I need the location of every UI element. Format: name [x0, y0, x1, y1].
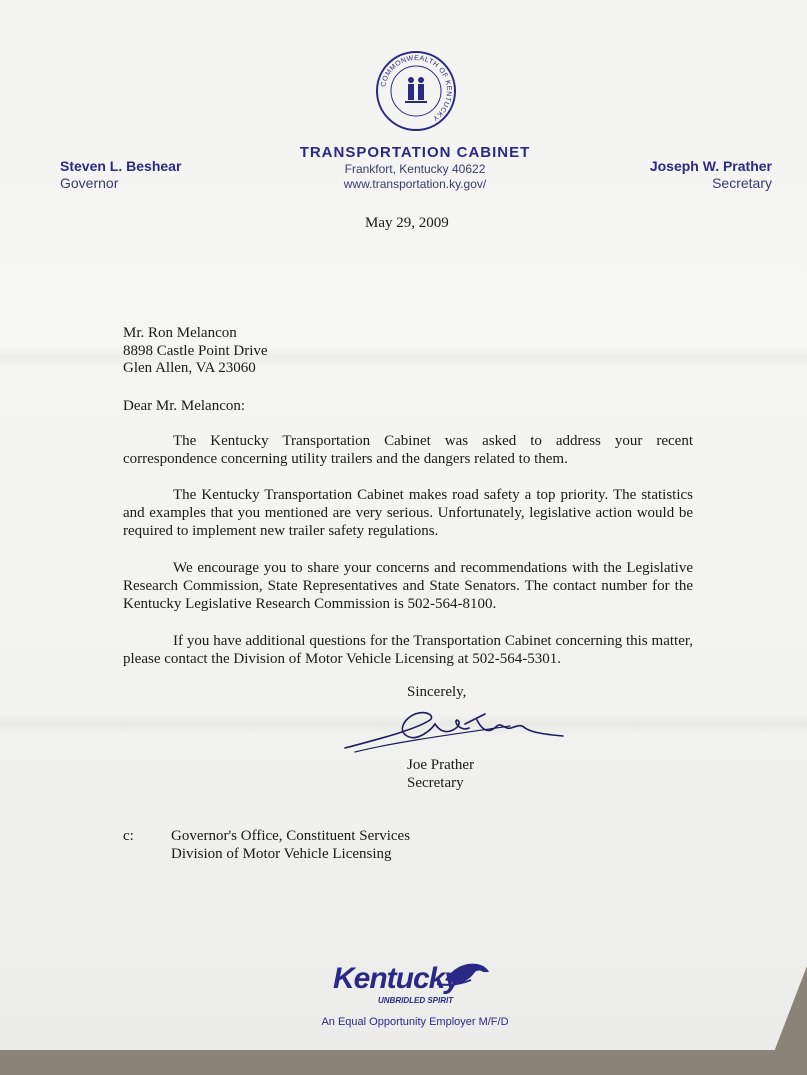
cc-recipient: Division of Motor Vehicle Licensing — [171, 846, 392, 862]
letter-date: May 29, 2009 — [365, 215, 449, 231]
agency-website: www.transportation.ky.gov/ — [343, 177, 487, 191]
state-seal-icon — [375, 50, 457, 132]
governor-title: Governor — [60, 175, 119, 191]
closing: Sincerely, — [407, 684, 467, 700]
svg-text:COMMONWEALTH OF KENTUCKY: COMMONWEALTH OF KENTUCKY — [380, 54, 453, 122]
body-paragraph: The Kentucky Transportation Cabinet was asked to address your recent correspondence concerning utility trailers and the dangers related to them. — [123, 433, 693, 467]
cc-label: c: — [123, 828, 134, 844]
recipient-city: Glen Allen, VA 23060 — [123, 360, 256, 376]
cc-recipient: Governor's Office, Constituent Services — [171, 828, 411, 844]
signer-name: Joe Prather — [407, 757, 475, 773]
salutation: Dear Mr. Melancon: — [123, 398, 246, 414]
body-paragraph: The Kentucky Transportation Cabinet makes road safety a top priority. The statistics and examples that you mentioned are very serious. Unfortunately, legislative action would be required to implement new trailer safety regulations. — [123, 487, 693, 539]
handwritten-signature — [335, 700, 575, 762]
agency-address: Frankfort, Kentucky 40622 — [344, 162, 486, 176]
kentucky-logo: Kentucky — [333, 962, 461, 995]
secretary-name: Joseph W. Prather — [649, 158, 772, 174]
recipient-street: 8898 Castle Point Drive — [123, 343, 268, 359]
body-paragraph: We encourage you to share your concerns and recommendations with the Legislative Research Commission, State Representatives and State Senators. The contact number for the Kentucky Legislative Research Commission is 502-564-8100. — [123, 560, 693, 612]
governor-name: Steven L. Beshear — [60, 158, 182, 174]
recipient-name: Mr. Ron Melancon — [123, 325, 237, 341]
signer-title: Secretary — [407, 775, 464, 791]
logo-tagline: UNBRIDLED SPIRIT — [378, 996, 454, 1005]
equal-opportunity-statement: An Equal Opportunity Employer M/F/D — [321, 1016, 509, 1028]
body-paragraph: If you have additional questions for the Transportation Cabinet concerning this matter, please contact the Division of Motor Vehicle Licensing at 502-564-5301. — [123, 633, 693, 667]
secretary-title: Secretary — [712, 175, 772, 191]
agency-name: TRANSPORTATION CABINET — [299, 144, 531, 161]
